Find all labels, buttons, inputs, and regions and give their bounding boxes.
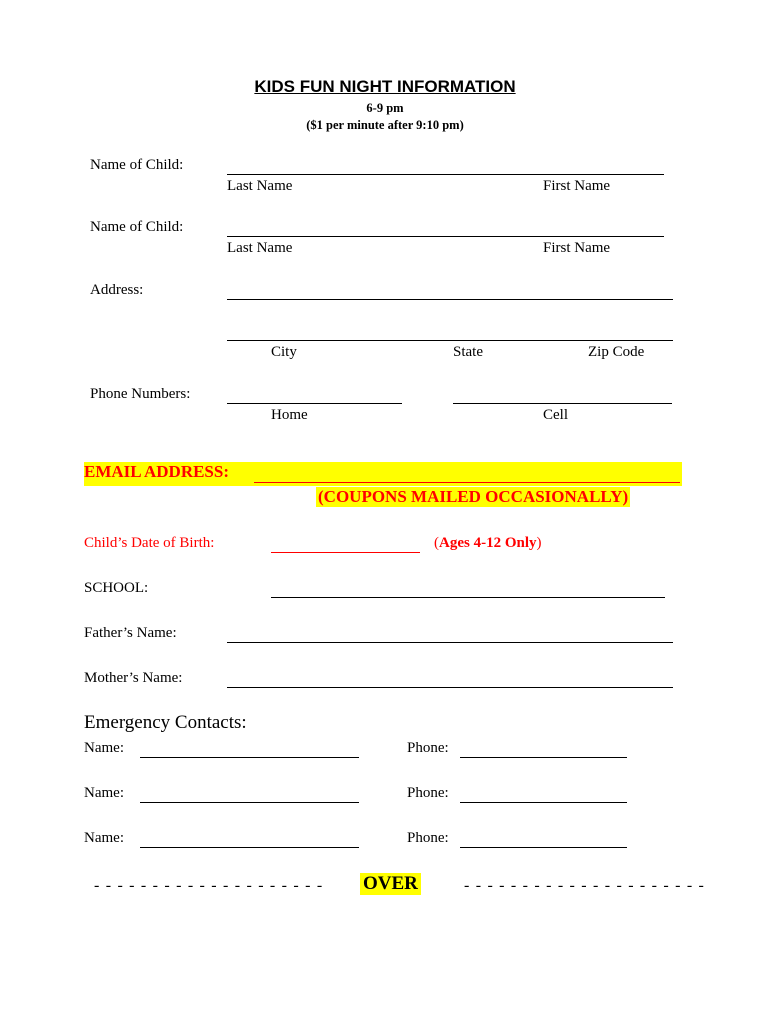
address-label: Address: [90,282,144,298]
emergency-name-field[interactable] [140,802,359,803]
address-street-field[interactable] [227,299,673,300]
emergency-name-label: Name: [84,830,124,846]
dob-field[interactable] [271,552,420,553]
zip-caption: Zip Code [588,344,645,360]
address-city-state-zip-field[interactable] [227,340,673,341]
emergency-phone-field[interactable] [460,802,627,803]
emergency-name-label: Name: [84,785,124,801]
emergency-heading: Emergency Contacts: [84,712,247,733]
emergency-name-field[interactable] [140,757,359,758]
home-phone-field[interactable] [227,403,402,404]
child1-label: Name of Child: [90,157,184,173]
dob-label: Child’s Date of Birth: [84,535,215,551]
emergency-phone-field[interactable] [460,847,627,848]
father-name-field[interactable] [227,642,673,643]
state-caption: State [453,344,483,360]
email-field[interactable] [254,482,680,483]
cell-caption: Cell [543,407,568,423]
late-fee-note: ($1 per minute after 9:10 pm) [306,118,464,132]
mother-label: Mother’s Name: [84,670,183,686]
father-label: Father’s Name: [84,625,177,641]
home-caption: Home [271,407,308,423]
footer-dashes-left: - - - - - - - - - - - - - - - - - - - - [94,877,324,894]
footer-dashes-right: - - - - - - - - - - - - - - - - - - - - - [464,877,706,894]
child2-name-field[interactable] [227,236,664,237]
over-indicator: OVER [360,873,421,895]
mother-name-field[interactable] [227,687,673,688]
cell-phone-field[interactable] [453,403,672,404]
emergency-name-field[interactable] [140,847,359,848]
child1-last-name-caption: Last Name [227,178,293,194]
city-caption: City [271,344,297,360]
child1-first-name-caption: First Name [543,178,611,194]
child2-last-name-caption: Last Name [227,240,293,256]
child2-first-name-caption: First Name [543,240,611,256]
event-time: 6-9 pm [366,101,404,115]
school-label: SCHOOL: [84,580,149,596]
emergency-phone-field[interactable] [460,757,627,758]
emergency-phone-label: Phone: [407,830,449,846]
emergency-name-label: Name: [84,740,124,756]
coupons-note: (COUPONS MAILED OCCASIONALLY) [318,487,629,506]
email-label: EMAIL ADDRESS: [84,462,230,481]
emergency-phone-label: Phone: [407,785,449,801]
ages-note: (Ages 4-12 Only) [434,535,542,551]
phone-numbers-label: Phone Numbers: [90,386,191,402]
school-field[interactable] [271,597,665,598]
child2-label: Name of Child: [90,219,184,235]
form-title: KIDS FUN NIGHT INFORMATION [254,77,516,96]
emergency-phone-label: Phone: [407,740,449,756]
child1-name-field[interactable] [227,174,664,175]
